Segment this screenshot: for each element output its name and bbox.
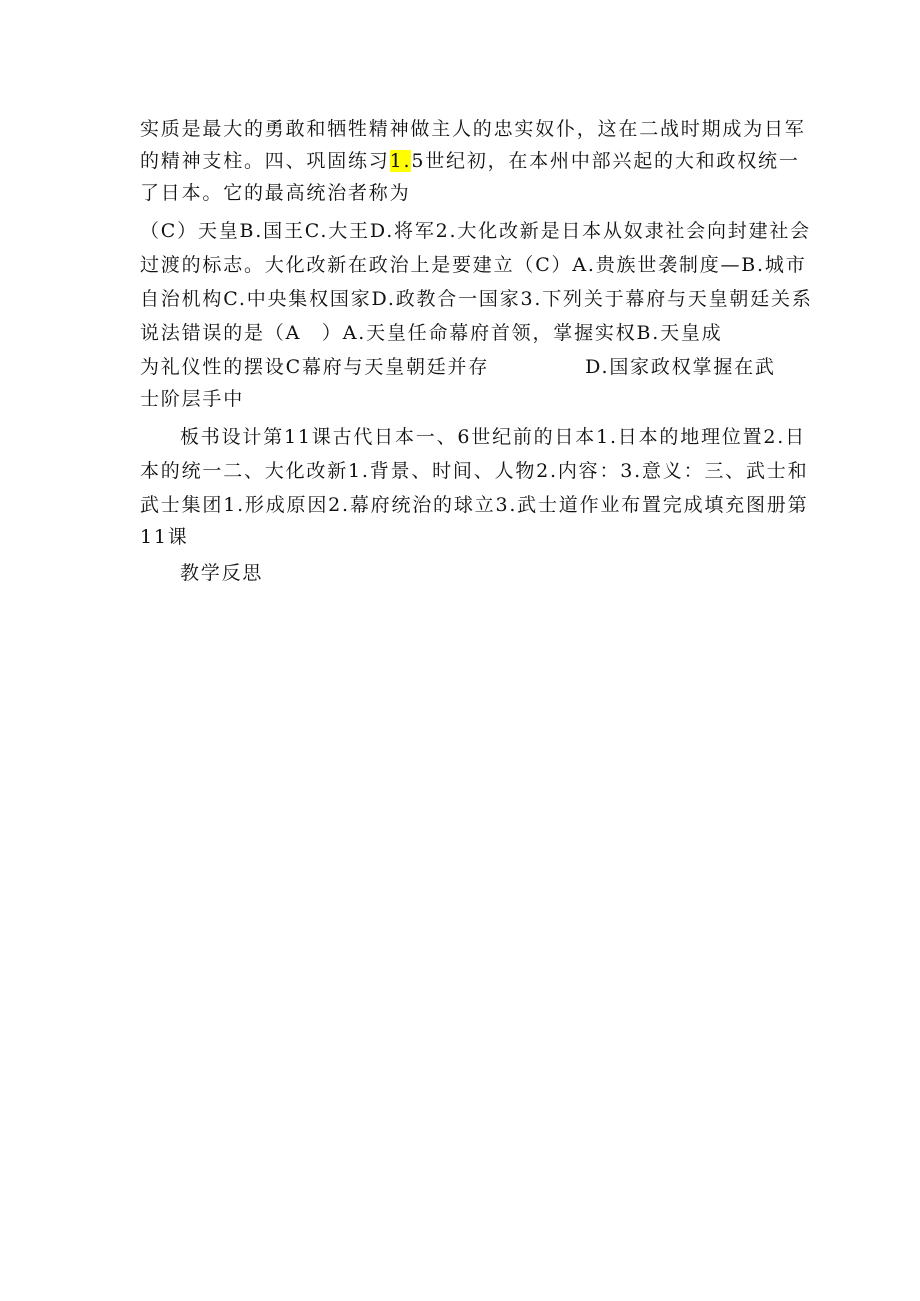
text-line-5-content: 过渡的标志。大化改新在政治上是要建立（C）A.贵族世袭制度—B.城市 <box>140 254 807 276</box>
text-line-8-part-a: 为礼仪性的摆设C幕府与天皇朝廷并存 <box>140 356 490 378</box>
text-line-11 <box>140 458 808 484</box>
text-line-13-content: 11课 <box>140 526 189 548</box>
text-line-3-content: 了日本。它的最高统治者称为 <box>140 182 411 204</box>
text-line-6-content: 自治机构C.中央集权国家D.政教合一国家3.下列关于幕府与天皇朝廷关系 <box>140 288 813 310</box>
text-line-2 <box>140 148 800 174</box>
text-line-14 <box>180 560 263 586</box>
text-line-11-content: 本的统一二、大化改新1.背景、时间、人物2.内容：3.意义：三、武士和 <box>140 460 809 482</box>
text-line-14-content: 教学反思 <box>180 562 264 584</box>
text-line-12 <box>140 492 808 518</box>
text-line-9-content: 士阶层手中 <box>140 388 245 410</box>
text-line-7 <box>140 320 723 346</box>
text-line-5 <box>140 252 807 278</box>
text-line-8 <box>140 354 776 380</box>
text-line-7-content: 说法错误的是（A ）A.天皇任命幕府首领，掌握实权B.天皇成 <box>140 322 723 344</box>
text-line-6 <box>140 286 813 312</box>
text-line-1-content: 实质是最大的勇敢和牺牲精神做主人的忠实奴仆，这在二战时期成为日军 <box>140 118 806 140</box>
text-line-2-part-b: 5世纪初，在本州中部兴起的大和政权统一 <box>411 150 800 172</box>
text-line-4-content: （C）天皇B.国王C.大王D.将军2.大化改新是日本从奴隶社会向封建社会 <box>140 220 811 242</box>
highlighted-text: 1. <box>389 150 412 172</box>
text-line-9 <box>140 386 244 412</box>
text-line-3 <box>140 180 410 206</box>
text-line-1 <box>140 116 806 142</box>
text-line-12-content: 武士集团1.形成原因2.幕府统治的球立3.武士道作业布置完成填充图册第 <box>140 494 809 516</box>
text-line-2-part-a: 的精神支柱。四、巩固练习 <box>140 150 390 172</box>
text-line-4 <box>140 218 811 244</box>
text-line-10-content: 板书设计第11课古代日本一、6世纪前的日本1.日本的地理位置2.日 <box>180 426 806 448</box>
text-line-8-part-b: D.国家政权掌握在武 <box>585 356 776 378</box>
text-line-10 <box>180 424 806 450</box>
text-line-13 <box>140 524 189 550</box>
